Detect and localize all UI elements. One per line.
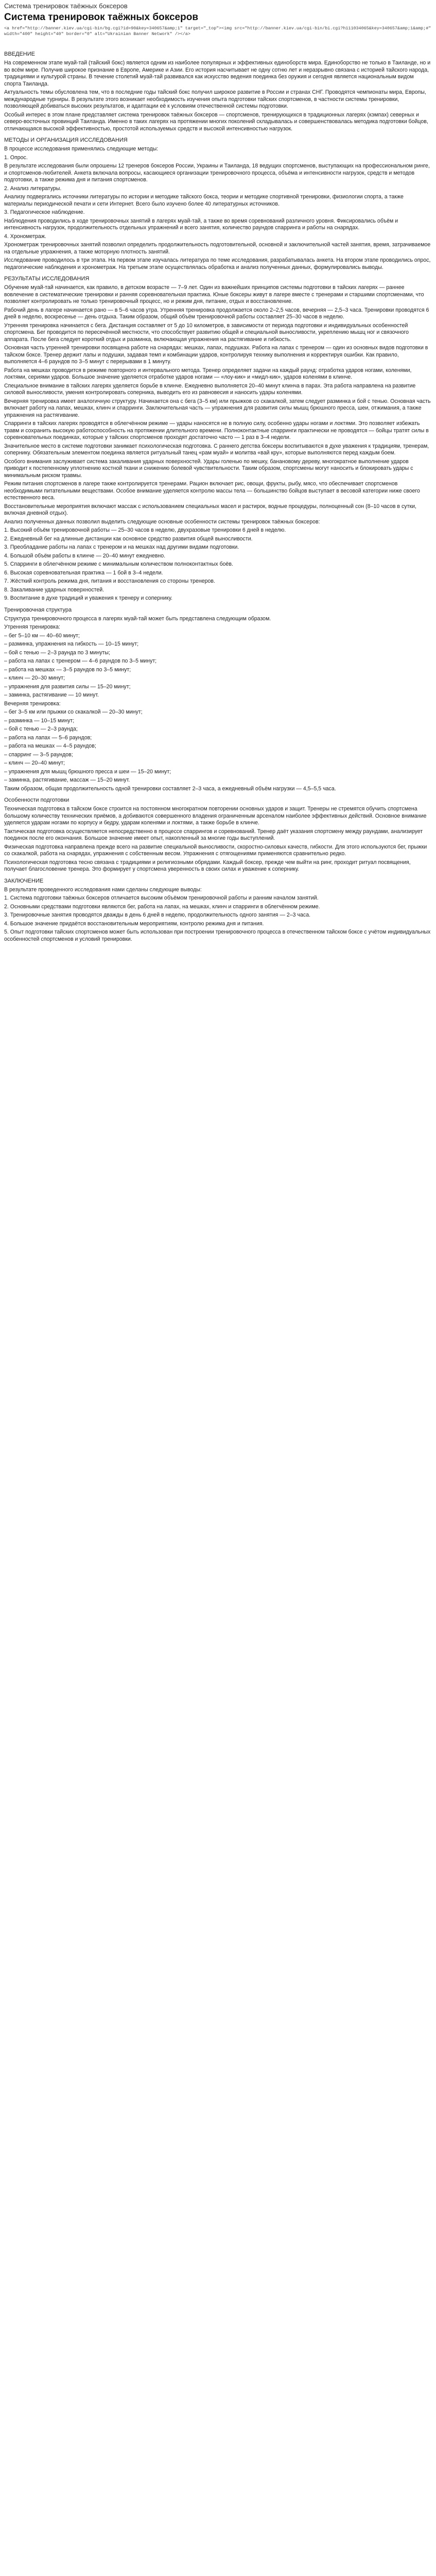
paragraph: 7. Жёсткий контроль режима дня, питания и восстановления со стороны тренеров.: [4, 578, 215, 584]
paragraph: Анализу подвергались источники литературы по истории и методике тайского бокса, теории и методике спортивной тренировки, физиологии спорта, а также материалы периодической печати и сети Интернет. Всего было изучено более 40 литературных источников.: [4, 194, 404, 207]
paragraph: Тактическая подготовка осуществляется непосредственно в процессе спаррингов и соревнований. Тренер даёт указания спортсмену между раундами, анализирует поединок после его окончания. Большое значение имеет опыт, накопленный за многие годы выступлений.: [4, 828, 423, 841]
paragraph: Рабочий день в лагере начинается рано — в 5–6 часов утра. Утренняя тренировка продолжается около 2–2,5 часов, вечерняя — 2,5–3 часа. Тренировки проводятся 6 дней в неделю, воскресенье — день отдыха. Таким образом, общий объём тренировочной работы составляет 25–30 часов в неделю.: [4, 307, 429, 320]
section-heading: ВВЕДЕНИЕ: [4, 51, 35, 57]
section-heading: МЕТОДЫ И ОРГАНИЗАЦИЯ ИССЛЕДОВАНИЯ: [4, 137, 128, 143]
paragraph: Утренняя тренировка:: [4, 624, 60, 630]
paragraph: Анализ полученных данных позволил выделить следующие основные особенности системы тренировок таёжных боксеров:: [4, 518, 320, 525]
paragraph: – заминка, растягивание — 10 минут.: [4, 692, 99, 698]
paragraph: – клинч — 20–30 минут;: [4, 675, 65, 681]
paragraph: 5. Спарринги в облегчённом режиме с минимальным количеством полноконтактных боёв.: [4, 561, 233, 567]
paragraph: – бой с тенью — 2–3 раунда;: [4, 726, 78, 732]
paragraph: 8. Закаливание ударных поверхностей.: [4, 586, 104, 593]
paragraph: – бег 3–5 км или прыжки со скакалкой — 20–30 минут;: [4, 709, 143, 715]
window-title: Система тренировок таёжных боксеров: [4, 2, 128, 10]
paragraph: Основная часть утренней тренировки посвящена работе на снарядах: мешках, лапах, подушках. Работа на лапах с тренером — один из основных видов подготовки в тайском боксе. Тренер держит лапы и подушки, задавая темп и комбинации ударов, контролируя технику выполнения и корректируя ошибки. Как правило, выполняется 4–6 раундов по 3–5 минут с перерывами в 1 минуту.: [4, 345, 428, 365]
section-heading: РЕЗУЛЬТАТЫ ИССЛЕДОВАНИЯ: [4, 276, 90, 282]
paragraph: 5. Опыт подготовки тайских спортсменов может быть использован при построении тренировочного процесса в отечественном тайском боксе с учётом индивидуальных особенностей спортсменов и условий тренировки.: [4, 929, 431, 942]
paragraph: Восстановительные мероприятия включают массаж с использованием специальных масел и растирок, водные процедуры, полноценный сон (8–10 часов в сутки, включая дневной отдых).: [4, 503, 416, 516]
paragraph: В результате проведенного исследования нами сделаны следующие выводы:: [4, 886, 202, 893]
section-block: [4, 606, 432, 793]
paragraph: 4. Хронометраж.: [4, 233, 46, 240]
paragraph: Вечерняя тренировка:: [4, 700, 61, 707]
paragraph: На современном этапе муай-тай (тайский бокс) является одним из наиболее популярных и эффективных единоборств мира. Единоборство не только в Таиланде, но и во всём мире. Получив широкое признание в Европе, Америке и Азии. Его история насчитывает не одну сотню лет и неразрывно связана с историей тайского народа, традициями и культурой страны. В течение столетий муай-тай развивался как искусство ведения поединка без оружия и сегодня является национальным видом спорта Таиланда.: [4, 60, 431, 87]
paragraph: В результате исследования были опрошены 12 тренеров боксеров России, Украины и Таиланда, 18 ведущих спортсменов, выступающих на профессиональном ринге, и спортсменов-любителей. Анкета включала вопросы, касающиеся организации тренировочного процесса, объёма и интенсивности нагрузок, средств и методов подготовки, а также режима дня и питания спортсменов.: [4, 163, 430, 183]
paragraph: 2. Основными средствами подготовки являются бег, работа на лапах, на мешках, клинч и спарринги в облегчённом режиме.: [4, 903, 320, 910]
paragraph: Работа на мешках проводится в режиме повторного и интервального метода. Тренер определяет задачи на каждый раунд: отработка ударов ногами, коленями, локтями, сериями ударов. Большое значение уделяется отработке ударов ногами — «лоу-кик» и «мидл-кик», ударов коленями в клинче.: [4, 367, 412, 380]
paragraph: Специальное внимание в тайских лагерях уделяется борьбе в клинче. Ежедневно выполняется 20–40 минут клинча в парах. Эта работа направлена на развитие силовой выносливости, умения контролировать соперника, выводить его из равновесия и наносить удары коленями.: [4, 382, 416, 396]
paragraph: Утренняя тренировка начинается с бега. Дистанция составляет от 5 до 10 километров, в зависимости от периода подготовки и индивидуальных особенностей спортсмена. Бег проводится по пересечённой местности, что способствует развитию общей и специальной выносливости, укреплению мышц ног и связочного аппарата. После бега следует короткий отдых и разминка, включающая упражнения на растягивание и гибкость.: [4, 322, 409, 343]
paragraph: Спарринги в тайских лагерях проводятся в облегчённом режиме — удары наносятся не в полную силу, особенно удары ногами и локтями. Это позволяет избежать травм и сохранить высокую работоспособность на протяжении длительного времени. Полноконтактные спарринги практически не проводятся — бойцы тратят силы в соревновательных поединках, которые у тайских спортсменов проходят достаточно часто — 1 раз в 3–4 недели.: [4, 420, 429, 440]
paragraph: Психологическая подготовка тесно связана с традициями и религиозными обрядами. Каждый боксер, прежде чем выйти на ринг, проходит ритуал посвящения, получает благословение тренера. Это формирует у спортсмена уверенность в своих силах и уважение к сопернику.: [4, 859, 411, 872]
paragraph: Особого внимания заслуживает система закаливания ударных поверхностей. Удары голенью по мешку, банановому дереву, многократное выполнение ударов приводит к постепенному уплотнению костной ткани и снижению болевой чувствительности. Таким образом, спортсмены могут наносить и блокировать удары с минимальным риском травмы.: [4, 458, 413, 479]
paragraph: – разминка — 10–15 минут;: [4, 717, 75, 724]
section-heading: Тренировочная структура: [4, 606, 72, 613]
banner-code-text: <a href="http://banner.kiev.ua/cgi-bin/bg.cgi?id=90&key=340657&amp;1" target="_top"><img src="http://banner.kiev.ua/cgi-bin/bi.cgi?h111034065&key=340657&amp;1&amp;#" width="400" height="40" border="0" alt="Ukrainian Banner Network" /></a>: [4, 26, 431, 37]
paragraph: Особый интерес в этом плане представляет система тренировок таёжных боксеров — спортсменов, тренирующихся в традиционных лагерях (кэмпах) северных и северо-восточных провинций Таиланда. Именно в таких лагерях на протяжении многих поколений складывалась и совершенствовалась методика подготовки бойцов, отличающаяся высокой эффективностью, простотой используемых средств и высокой интенсивностью нагрузок.: [4, 111, 428, 132]
paragraph: – работа на мешках — 4–5 раундов;: [4, 743, 96, 749]
paragraph: 6. Высокая соревновательная практика — 1 бой в 3–4 недели.: [4, 569, 163, 576]
paragraph: 1. Высокий объём тренировочной работы — 25–30 часов в неделю, двухразовые тренировки 6 дней в неделю.: [4, 527, 286, 533]
paragraph: – работа на лапах — 5–6 раундов;: [4, 734, 92, 741]
document-page: [4, 0, 432, 943]
paragraph: Хронометраж тренировочных занятий позволил определить продолжительность подготовительной, основной и заключительной частей занятия, время, затрачиваемое на отдельные упражнения, а также моторную плотность занятий.: [4, 242, 431, 255]
paragraph: 2. Ежедневный бег на длинные дистанции как основное средство развития общей выносливости.: [4, 535, 253, 542]
paragraph: – упражнения для мышц брюшного пресса и шеи — 15–20 минут;: [4, 768, 171, 775]
section-block: [4, 275, 432, 602]
paragraph: 1. Опрос.: [4, 154, 28, 161]
section-block: [4, 796, 432, 873]
document-body: [4, 50, 432, 943]
paragraph: Режим питания спортсменов в лагере также контролируется тренерами. Рацион включает рис, овощи, фрукты, рыбу, мясо, что обеспечивает спортсменов необходимыми питательными веществами. Особое внимание уделяется контролю массы тела — большинство бойцов выступает в весовой категории ниже своего естественного веса.: [4, 481, 420, 501]
paragraph: Таким образом, общая продолжительность одной тренировки составляет 2–3 часа, а ежедневный объём нагрузки — 4,5–5,5 часа.: [4, 785, 336, 792]
paragraph: – бег 5–10 км — 40–60 минут;: [4, 632, 80, 639]
section-block: [4, 50, 432, 132]
paragraph: 3. Тренировочные занятия проводятся дважды в день 6 дней в неделю, продолжительность одного занятия — 2–3 часа.: [4, 912, 311, 918]
paragraph: Наблюдения проводились в ходе тренировочных занятий в лагерях муай-тай, а также во время соревнований различного уровня. Фиксировались объём и интенсивность нагрузок, продолжительность отдельных упражнений и всего занятия, количество раундов спарринга и работы на снарядах.: [4, 217, 398, 231]
paragraph: – заминка, растягивание, массаж — 15–20 минут.: [4, 777, 130, 783]
paragraph: Исследование проводилось в три этапа. На первом этапе изучалась литература по теме исследования, разрабатывалась анкета. На втором этапе проводились опрос, педагогические наблюдения и хронометраж. На третьем этапе осуществлялась обработка и анализ полученных данных, формулировались выводы.: [4, 257, 431, 270]
paragraph: Вечерняя тренировка имеет аналогичную структуру. Начинается она с бега (3–5 км) или прыжков со скакалкой, затем следует разминка и бой с тенью. Основная часть включает работу на лапах, мешках, клинч и спарринги. Заключительная часть — упражнения для развития силы мышц брюшного пресса, шеи, отжимания, а также упражнения на растягивание.: [4, 398, 431, 418]
paragraph: 2. Анализ литературы.: [4, 185, 62, 192]
section-block: [4, 877, 432, 943]
paragraph: 4. Большое значение придаётся восстановительным мероприятиям, контролю режима дня и питания.: [4, 920, 264, 927]
paragraph: 9. Воспитание в духе традиций и уважения к тренеру и сопернику.: [4, 595, 172, 601]
paragraph: 1. Система подготовки таёжных боксеров отличается высоким объёмом тренировочной работы и ранним началом занятий.: [4, 895, 319, 901]
paragraph: – упражнения для развития силы — 15–20 минут;: [4, 683, 131, 690]
paragraph: 4. Большой объём работы в клинче — 20–40 минут ежедневно.: [4, 552, 166, 559]
paragraph: 3. Педагогическое наблюдение.: [4, 209, 85, 215]
paragraph: Актуальность темы обусловлена тем, что в последние годы тайский бокс получил широкое развитие в России и странах СНГ. Проводятся чемпионаты мира, Европы, международные турниры. В результате этого возникает необходимость изучения опыта подготовки тайских спортсменов, в частности системы тренировки, позволяющей добиваться высоких результатов, и адаптации её к условиям отечественной системы подготовки.: [4, 89, 426, 109]
section-heading: ЗАКЛЮЧЕНИЕ: [4, 877, 44, 884]
paragraph: Структура тренировочного процесса в лагерях муай-тай может быть представлена следующим образом.: [4, 615, 271, 622]
paragraph: – клинч — 20–40 минут;: [4, 760, 65, 766]
paragraph: – спарринг — 3–5 раундов;: [4, 751, 73, 758]
paragraph: Техническая подготовка в тайском боксе строится на постоянном многократном повторении основных ударов и защит. Тренеры не стремятся обучить спортсмена большому количеству технических приёмов, а добиваются совершенного владения ограниченным арсеналом наиболее эффективных действий. Основное внимание уделяется ударам ногами по корпусу и бедру, ударам коленями и локтями, а также борьбе в клинче.: [4, 806, 427, 826]
section-heading: Особенности подготовки: [4, 797, 69, 803]
paragraph: – работа на лапах с тренером — 4–6 раундов по 3–5 минут;: [4, 658, 157, 664]
document-title: Система тренировок таёжных боксеров: [4, 12, 198, 23]
paragraph: – разминка, упражнения на гибкость — 10–15 минут;: [4, 641, 139, 647]
paragraph: – работа на мешках — 3–5 раундов по 3–5 минут;: [4, 666, 131, 673]
paragraph: Обучение муай-тай начинается, как правило, в детском возрасте — 7–9 лет. Один из важнейших принципов системы подготовки в тайских лагерях — раннее вовлечение в систематические тренировки и ранняя соревновательная практика. Юные боксеры живут в лагере вместе с тренерами и старшими спортсменами, что позволяет контролировать не только тренировочный процесс, но и режим дня, питание, отдых и восстановление.: [4, 284, 424, 304]
paragraph: Физическая подготовка направлена прежде всего на развитие специальной выносливости, скоростно-силовых качеств, гибкости. Для этого используются бег, прыжки со скакалкой, работа на снарядах, упражнения с собственным весом. Упражнения с отягощениями применяются сравнительно редко.: [4, 843, 427, 857]
paragraph: – бой с тенью — 2–3 раунда по 3 минуты;: [4, 649, 110, 656]
paragraph: В процессе исследования применялись следующие методы:: [4, 146, 159, 152]
section-block: [4, 137, 432, 271]
paragraph: Значительное место в системе подготовки занимает психологическая подготовка. С раннего детства боксеры воспитываются в духе уважения к традициям, тренерам, сопернику. Обязательным элементом поединка является ритуальный танец «рам муай» и молитва «вай кру», которые выполняются перед каждым боем.: [4, 443, 429, 456]
paragraph: 3. Преобладание работы на лапах с тренером и на мешках над другими видами подготовки.: [4, 544, 239, 550]
